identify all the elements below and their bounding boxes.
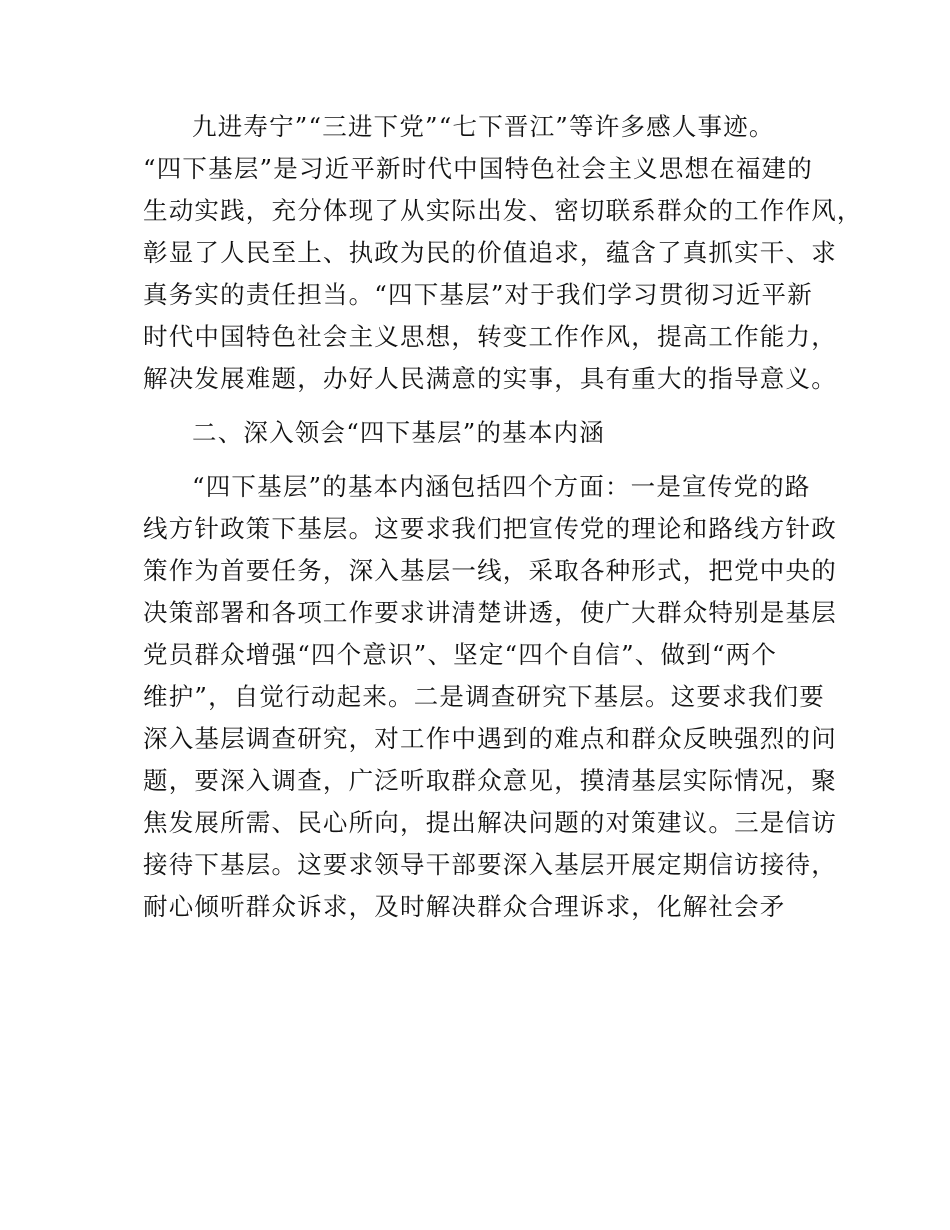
paragraph-3-line-2: 线方针政策下基层。这要求我们把宣传党的理论和路线方针政	[143, 514, 837, 543]
paragraph-3-line-11: 耐心倾听群众诉求，及时解决群众合理诉求，化解社会矛	[143, 892, 786, 921]
paragraph-3-line-1: “四下基层”的基本内涵包括四个方面：一是宣传党的路	[192, 472, 811, 501]
paragraph-3-line-10: 接待下基层。这要求领导干部要深入基层开展定期信访接待，	[143, 850, 837, 879]
paragraph-2-line-2: 生动实践，充分体现了从实际出发、密切联系群众的工作作风，	[143, 196, 863, 225]
paragraph-3-line-6: 维护”，自觉行动起来。二是调查研究下基层。这要求我们要	[143, 682, 825, 711]
section-heading: 二、深入领会“四下基层”的基本内涵	[192, 418, 605, 447]
paragraph-3-line-5: 党员群众增强“四个意识”、坚定“四个自信”、做到“两个	[143, 640, 778, 669]
paragraph-2-line-6: 解决发展难题，办好人民满意的实事，具有重大的指导意义。	[143, 364, 837, 393]
paragraph-3-line-4: 决策部署和各项工作要求讲清楚讲透，使广大群众特别是基层	[143, 598, 837, 627]
paragraph-3-line-9: 焦发展所需、民心所向，提出解决问题的对策建议。三是信访	[143, 808, 837, 837]
paragraph-2-line-5: 时代中国特色社会主义思想，转变工作作风，提高工作能力，	[143, 322, 837, 351]
paragraph-2-line-4: 真务实的责任担当。“四下基层”对于我们学习贯彻习近平新	[143, 280, 813, 309]
paragraph-1-line-1: 九进寿宁”“三进下党”“七下晋江”等许多感人事迹。	[192, 112, 775, 141]
paragraph-3-line-8: 题，要深入调查，广泛听取群众意见，摸清基层实际情况，聚	[143, 766, 837, 795]
paragraph-2-line-3: 彰显了人民至上、执政为民的价值追求，蕴含了真抓实干、求	[143, 238, 837, 267]
paragraph-3-line-7: 深入基层调查研究，对工作中遇到的难点和群众反映强烈的问	[143, 724, 837, 753]
paragraph-3-line-3: 策作为首要任务，深入基层一线，采取各种形式，把党中央的	[143, 556, 837, 585]
paragraph-2-line-1: “四下基层”是习近平新时代中国特色社会主义思想在福建的	[143, 154, 813, 183]
